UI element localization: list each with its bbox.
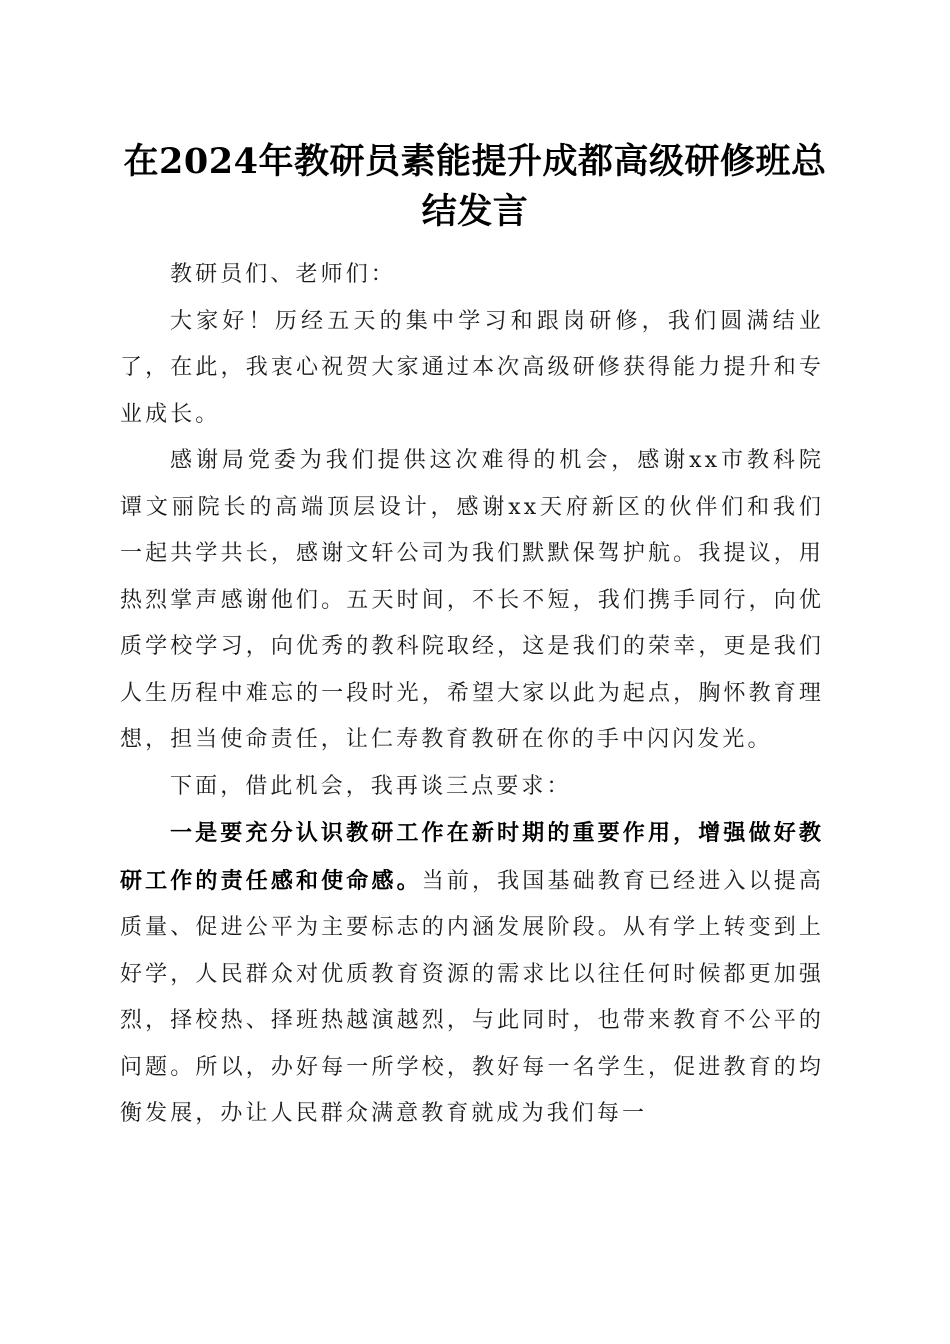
paragraph-point-one bbox=[120, 810, 824, 1138]
document-title: 在2024年教研员素能提升成都高级研修班总结发言 bbox=[123, 141, 827, 232]
salutation: 教研员们、老师们： bbox=[170, 262, 396, 287]
paragraph-thanks: 感谢局党委为我们提供这次难得的机会，感谢xx市教科院谭文丽院长的高端顶层设计，感谢xx天府新区的伙伴们和我们一起共学共长，感谢文轩公司为我们默默保驾护航。我提议，用热烈掌声感谢他们。五天时间，不长不短，我们携手同行，向优质学校学习，向优秀的教科院取经，这是我们的荣幸，更是我们人生历程中难忘的一段时光，希望大家以此为起点，胸怀教育理想，担当使命责任，让仁寿教育教研在你的手中闪闪发光。 bbox=[120, 448, 824, 752]
paragraph-requirements-intro: 下面，借此机会，我再谈三点要求： bbox=[170, 773, 572, 799]
point-one-text: 当前，我国基础教育已经进入以提高质量、促进公平为主要标志的内涵发展阶段。从有学上转变到上好学，人民群众对优质教育资源的需求比以往任何时候都更加强烈，择校热、择班热越演越烈，与此同时，也带来教育不公平的问题。所以，办好每一所学校，教好每一名学生，促进教育的均衡发展，办让人民群众满意教育就成为我们每一 bbox=[120, 868, 824, 1126]
document-body bbox=[120, 252, 824, 1138]
point-one-heading: 一是要充分认识教研工作在新时期的重要作用，增强做好教研工作的责任感和使命感。 bbox=[120, 820, 824, 894]
paragraph-greeting: 大家好！历经五天的集中学习和跟岗研修，我们圆满结业了，在此，我衷心祝贺大家通过本次高级研修获得能力提升和专业成长。 bbox=[120, 308, 824, 427]
